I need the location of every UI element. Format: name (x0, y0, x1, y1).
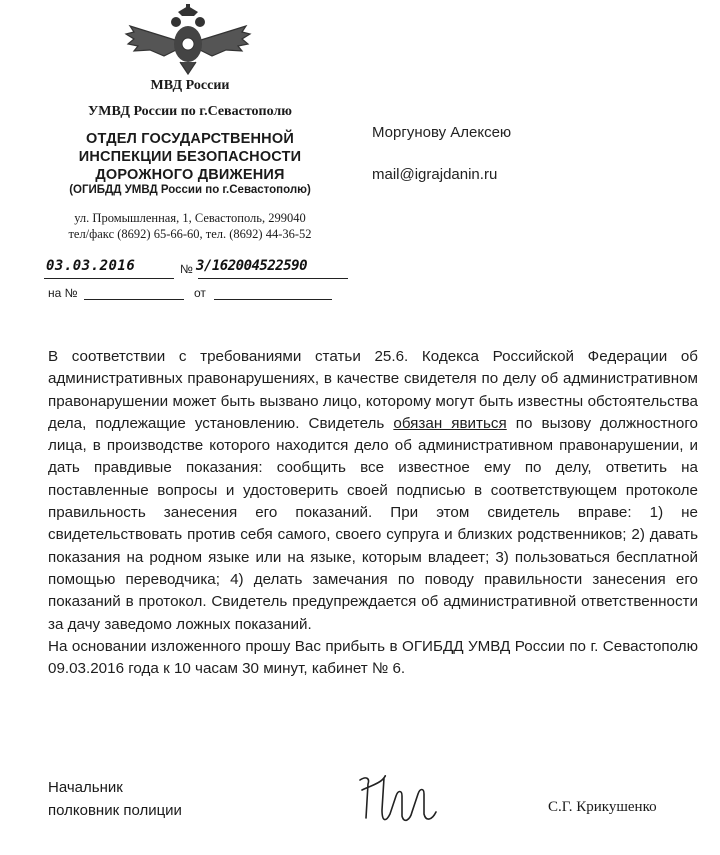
body-p1-underlined: обязан явиться (393, 414, 507, 432)
reference-from-label: от (194, 286, 206, 300)
office-name (0, 130, 380, 184)
recipient-email: mail@igrajdanin.ru (372, 166, 498, 183)
double-headed-eagle-emblem-icon (120, 4, 256, 76)
ministry-name: МВД России (150, 78, 230, 93)
office-line-1: ОТДЕЛ ГОСУДАРСТВЕННОЙ (86, 131, 294, 147)
letter-body (48, 346, 698, 680)
office-line-2: ИНСПЕКЦИИ БЕЗОПАСНОСТИ (78, 149, 302, 165)
registration-number-label: № (180, 262, 193, 276)
body-paragraph-1 (48, 346, 698, 636)
reference-number-blank (84, 299, 184, 300)
office-address: ул. Промышленная, 1, Севастополь, 299040 (74, 211, 306, 225)
office-abbreviation: (ОГИБДД УМВД России по г.Севастополю) (69, 184, 311, 196)
registration-date-line (44, 278, 174, 279)
recipient-name: Моргунову Алексею (372, 124, 512, 141)
office-phones: тел/факс (8692) 65-66-60, тел. (8692) 44-36-52 (68, 227, 312, 241)
signatory-name: С.Г. Крикушенко (548, 799, 657, 815)
registration-number: 3/162004522590 (196, 258, 308, 274)
body-paragraph-2: На основании изложенного прошу Вас прибыть в ОГИБДД УМВД России по г. Севастополю 09.03.2016 года к 10 часам 30 минут, кабинет № 6. (48, 637, 698, 678)
reference-number-label: на № (48, 286, 78, 300)
registration-date: 03.03.2016 (46, 258, 136, 274)
department-name: УМВД России по г.Севастополю (88, 104, 292, 119)
handwritten-signature (352, 770, 442, 830)
office-address-block (0, 210, 380, 242)
signatory-position (48, 776, 182, 822)
signatory-position-line-2: полковник полиции (48, 802, 182, 819)
body-p1-before: В соответствии с требованиями статьи 25.6. Кодекса Российской Федерации об административных правонарушениях, в качестве свидетеля по делу об административном правонарушении может быть вызвано лицо, которому могут быть известны обстоятельства дела, подлежащие установлению. Свидетель (48, 348, 698, 432)
office-line-3: ДОРОЖНОГО ДВИЖЕНИЯ (95, 167, 285, 183)
signatory-position-line-1: Начальник (48, 779, 123, 796)
registration-number-line (198, 278, 348, 279)
reference-from-blank (214, 299, 332, 300)
body-p1-after: по вызову должностного лица, в производстве которого находится дело об административном правонарушении, и дать правдивые показания: сообщить все известное ему по делу, ответить на поставленные вопросы и удостоверить своей подписью в соответствующем протоколе правильность занесения его показаний. При этом свидетель вправе: 1) не свидетельствовать против себя самого, своего супруга и близких родственников; 2) давать показания на родном языке или на языке, которым владеет; 3) пользоваться бесплатной помощью переводчика; 4) делать замечания по поводу правильности занесения его показаний в протокол. Свидетель предупреждается об административной ответственности за дачу заведомо ложных показаний. (48, 414, 699, 633)
